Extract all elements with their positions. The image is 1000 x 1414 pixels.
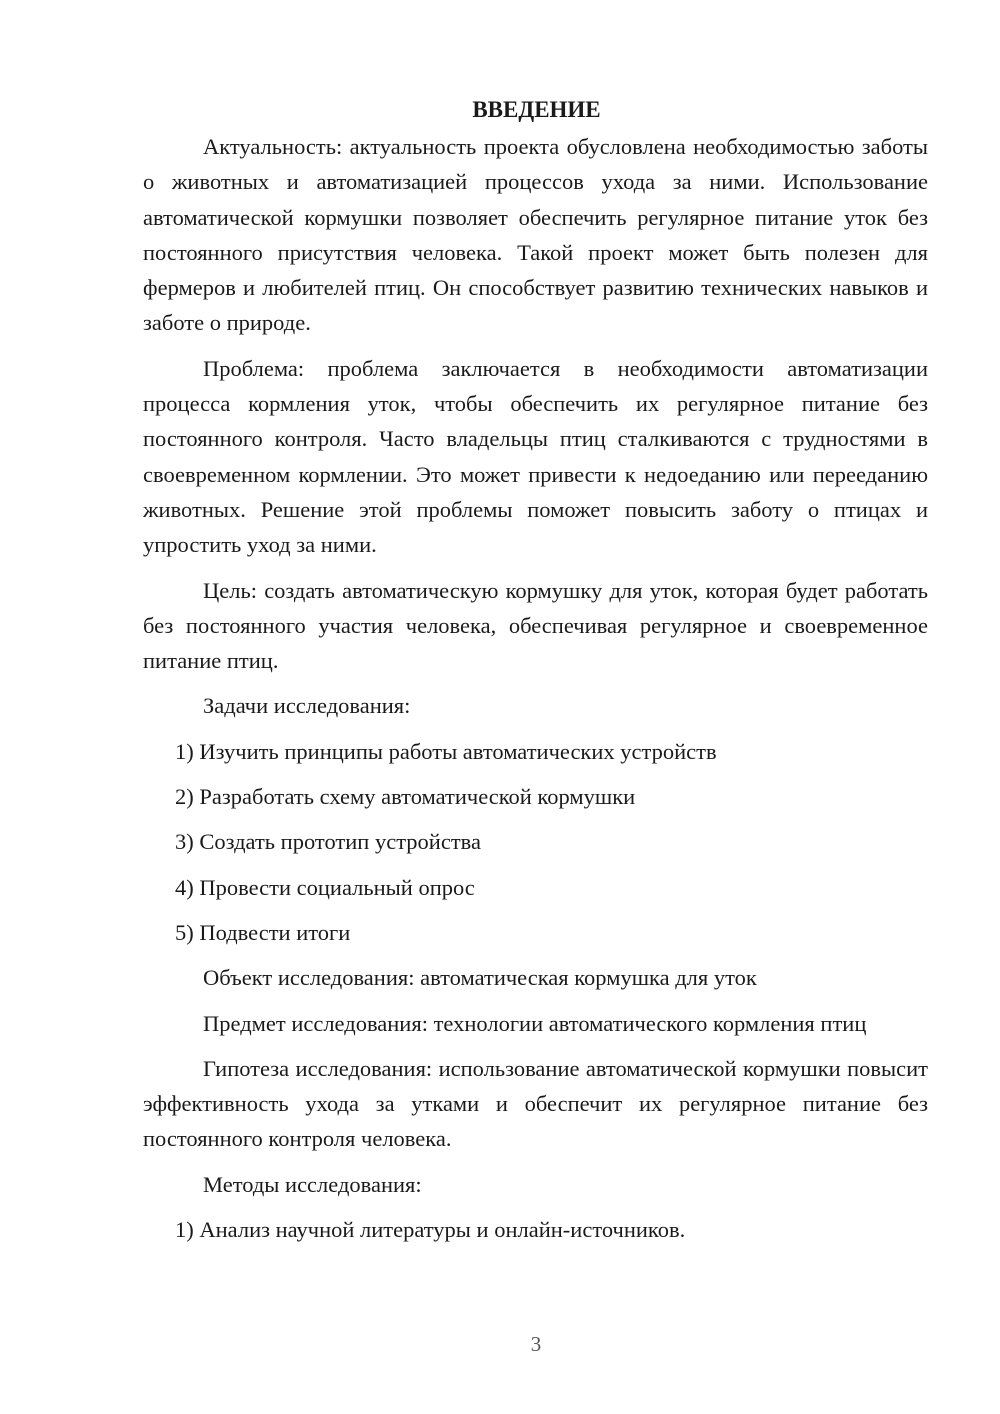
list-item: 1) Изучить принципы работы автоматических устройств	[175, 738, 717, 764]
document-page	[143, 92, 928, 1257]
tasks-list	[143, 734, 928, 950]
paragraph-goal: Цель: создать автоматическую кормушку для уток, которая будет работать без постоянного участия человека, обеспечивая регулярное и своевременное питание птиц.	[143, 577, 928, 674]
methods-heading: Методы исследования:	[203, 1171, 422, 1197]
list-item: 3) Создать прототип устройства	[175, 829, 481, 855]
paragraph-problem: Проблема: проблема заключается в необходимости автоматизации процесса кормления уток, чтобы обеспечить их регулярное питание без постоянного контроля. Часто владельцы птиц сталкиваются с трудностями в своевременном кормлении. Это может привести к недоеданию или перееданию животных. Решение этой проблемы поможет повысить заботу о птицах и упростить уход за ними.	[143, 355, 928, 558]
methods-list	[143, 1212, 928, 1247]
research-subject: Предмет исследования: технологии автоматического кормления птиц	[203, 1010, 867, 1036]
tasks-heading: Задачи исследования:	[203, 693, 411, 719]
research-hypothesis: Гипотеза исследования: использование автоматической кормушки повысит эффективность ухода за утками и обеспечит их регулярное питание без постоянного контроля человека.	[143, 1055, 928, 1152]
list-item: 2) Разработать схему автоматической кормушки	[175, 784, 636, 810]
paragraph-relevance: Актуальность: актуальность проекта обусловлена необходимостью заботы о животных и автоматизацией процессов ухода за ними. Использование автоматической кормушки позволяет обеспечить регулярное питание уток без постоянного присутствия человека. Такой проект может быть полезен для фермеров и любителей птиц. Он способствует развитию технических навыков и заботе о природе.	[143, 134, 928, 336]
page-number: 3	[530, 1332, 542, 1356]
list-item: 1) Анализ научной литературы и онлайн-источников.	[175, 1217, 686, 1243]
list-item: 5) Подвести итоги	[175, 919, 351, 945]
page-title: ВВЕДЕНИЕ	[472, 97, 601, 122]
list-item: 4) Провести социальный опрос	[175, 874, 475, 900]
research-object: Объект исследования: автоматическая кормушка для уток	[203, 965, 757, 991]
